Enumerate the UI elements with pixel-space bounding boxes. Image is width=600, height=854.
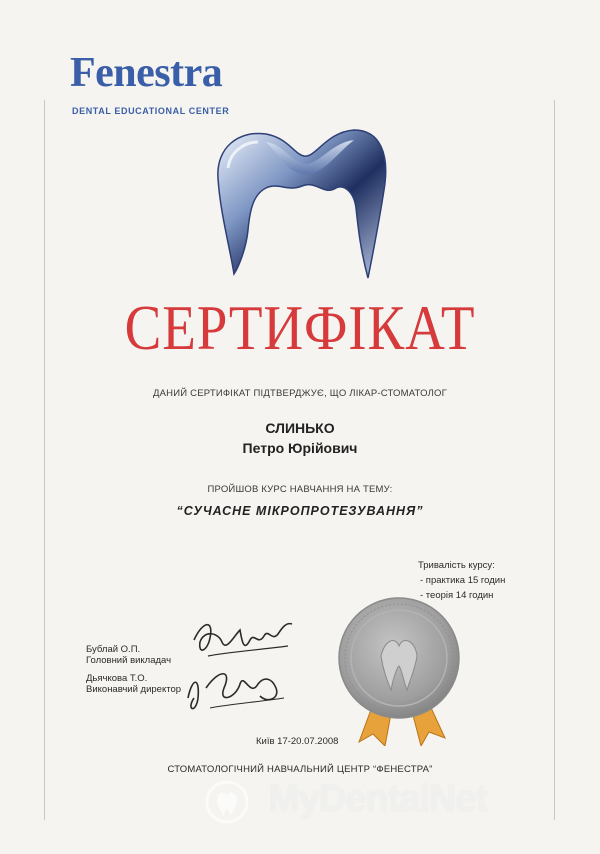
- duration-theory: - теорія 14 годин: [420, 590, 494, 601]
- signature-2-icon: [180, 658, 290, 722]
- signatory-1: [86, 644, 171, 666]
- signatory-1-role: Головний викладач: [86, 655, 172, 666]
- duration-practice: - практика 15 годин: [420, 575, 506, 586]
- signatory-1-name: Бублай О.П.: [86, 644, 141, 655]
- logo-title: Fenestra: [70, 50, 223, 96]
- signature-1-icon: [188, 612, 298, 664]
- duration-label: Тривалість курсу:: [418, 560, 495, 571]
- signatory-2: [86, 673, 181, 695]
- signatory-2-name: Дьячкова Т.О.: [86, 673, 148, 684]
- watermark-text: MyDentalNet: [268, 778, 488, 820]
- recipient-last-name: СЛИНЬКО: [265, 420, 335, 436]
- tooth-logo-icon: [208, 108, 392, 284]
- completed-text: ПРОЙШОВ КУРС НАВЧАННЯ НА ТЕМУ:: [207, 484, 393, 495]
- course-topic: “СУЧАСНЕ МІКРОПРОТЕЗУВАННЯ”: [176, 504, 424, 518]
- issue-date: Київ 17-20.07.2008: [256, 736, 339, 747]
- right-border-line: [554, 100, 555, 820]
- logo-subtitle: DENTAL EDUCATIONAL CENTER: [72, 106, 230, 116]
- footer-center-name: СТОМАТОЛОГІЧНИЙ НАВЧАЛЬНИЙ ЦЕНТР “ФЕНЕСТРА”: [167, 764, 433, 775]
- certificate-title: СЕРТИФІКАТ: [124, 292, 476, 363]
- signatory-2-role: Виконавчий директор: [86, 684, 182, 695]
- seal-stamp-icon: [337, 596, 461, 746]
- confirms-text: ДАНИЙ СЕРТИФІКАТ ПІДТВЕРДЖУЄ, ЩО ЛІКАР-СТОМАТОЛОГ: [153, 388, 447, 399]
- recipient-first-name: Петро Юрійович: [242, 440, 358, 456]
- left-border-line: [44, 100, 45, 820]
- watermark-logo-icon: [202, 778, 252, 826]
